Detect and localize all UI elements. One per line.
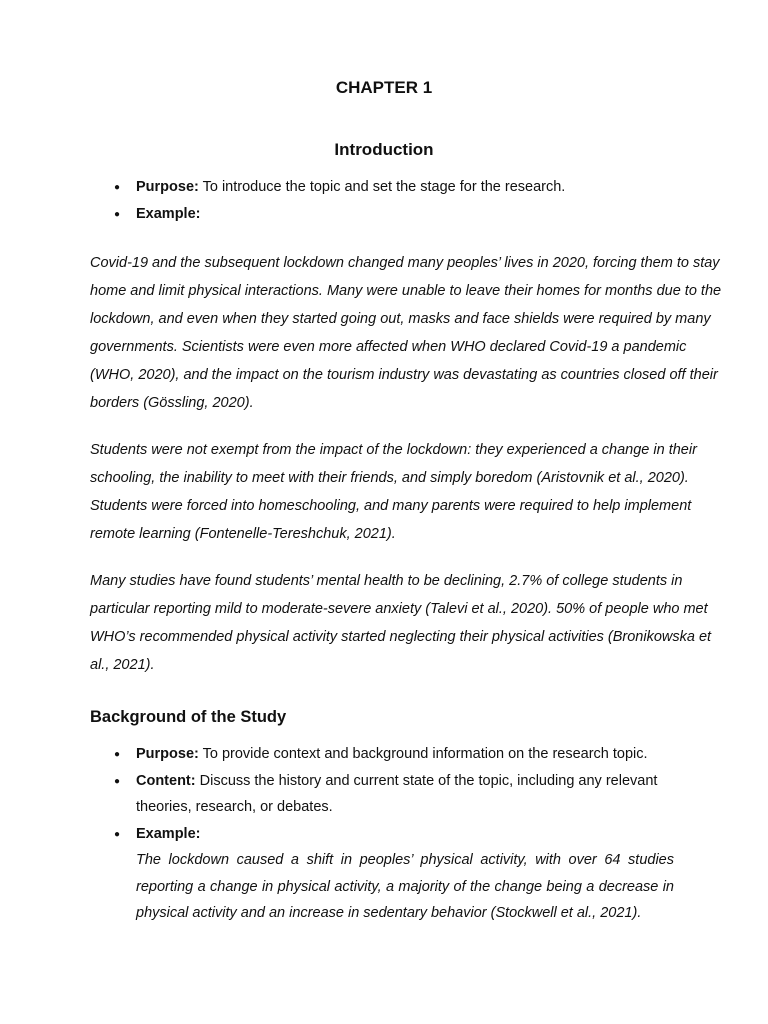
introduction-heading: Introduction	[334, 140, 434, 159]
bullet-label: Content:	[136, 772, 196, 789]
background-bullet-list	[114, 741, 674, 927]
example-paragraph-covid: Covid-19 and the subsequent lockdown changed many peoples’ lives in 2020, forcing them to stay home and limit physical interactions. Many were unable to leave their homes for months due to the lockdown, and even when they started going out, masks and face shields were required by many governments. Scientists were even more affected when WHO declared Covid-19 a pandemic (WHO, 2020), and the impact on the tourism industry was devastating as countries closed off their borders (Gössling, 2020).	[90, 255, 722, 411]
background-example-item	[114, 821, 674, 927]
background-purpose-item	[114, 741, 674, 768]
example-paragraph-mental-health: Many studies have found students’ mental health to be declining, 2.7% of college students in particular reporting mild to moderate-severe anxiety (Talevi et al., 2020). 50% of people who met WHO’s recommended physical activity started neglecting their physical activities (Bronikowska et al., 2021).	[90, 573, 712, 673]
introduction-purpose-item	[114, 174, 714, 201]
introduction-example-item	[114, 201, 714, 228]
bullet-text: Discuss the history and current state of the topic, including any relevant theories, research, or debates.	[136, 772, 658, 815]
bullet-icon: ●	[114, 209, 121, 220]
background-content-item	[114, 768, 674, 821]
bullet-icon: ●	[114, 749, 121, 760]
bullet-label: Example:	[136, 206, 201, 222]
chapter-title: CHAPTER 1	[335, 78, 433, 97]
bullet-label: Example:	[136, 825, 201, 842]
background-example-text: The lockdown caused a shift in peoples’ physical activity, with over 64 studies reporting a change in physical activity, a majority of the change being a decrease in physical activity and an increase in sedentary behavior (Stockwell et al., 2021).	[136, 852, 674, 921]
bullet-text: To provide context and background information on the research topic.	[198, 746, 648, 762]
bullet-icon: ●	[114, 828, 121, 840]
bullet-icon: ●	[114, 182, 121, 193]
bullet-icon: ●	[114, 775, 121, 787]
bullet-label: Purpose:	[136, 179, 199, 195]
bullet-label: Purpose:	[136, 746, 199, 762]
introduction-bullet-list	[114, 174, 714, 228]
background-heading: Background of the Study	[90, 708, 287, 726]
bullet-text: To introduce the topic and set the stage for the research.	[198, 179, 566, 195]
example-paragraph-students: Students were not exempt from the impact of the lockdown: they experienced a change in their schooling, the inability to meet with their friends, and simply boredom (Aristovnik et al., 2020). Students were forced into homeschooling, and many parents were required to help implement remote learning (Fontenelle-Tereshchuk, 2021).	[90, 442, 697, 542]
